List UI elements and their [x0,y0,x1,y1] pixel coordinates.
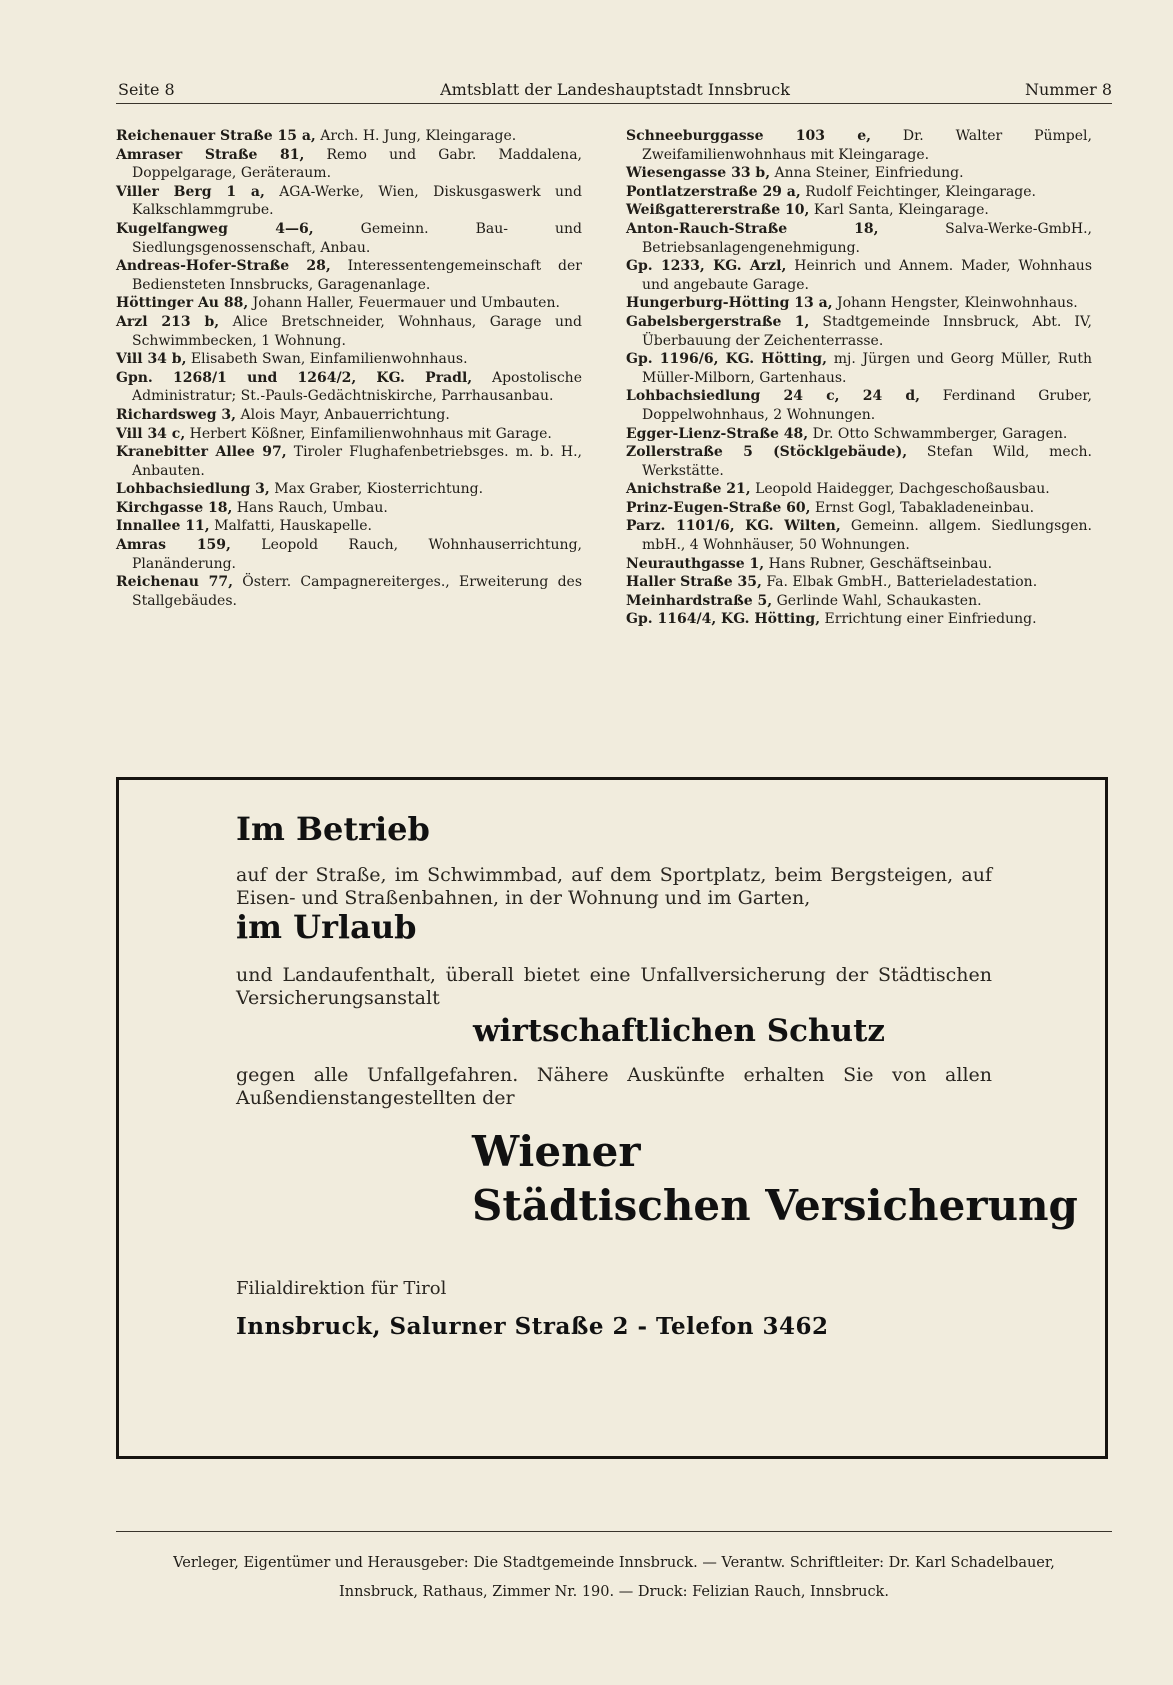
entry-location: Reichenauer Straße 15 a, [116,128,316,144]
ad-subheading-schutz: wirtschaftlichen Schutz [473,1013,886,1049]
permit-entry [116,183,582,220]
permit-entry [626,480,1092,499]
entry-location: Vill 34 b, [116,351,187,368]
imprint-line-1: Verleger, Eigentümer und Herausgeber: Die Stadtgemeinde Innsbruck. — Verantw. Schriftleiter: Dr. Karl Schadelbauer, [173,1555,1055,1571]
permit-entry [116,480,582,499]
entry-location: Gp. 1196/6, KG. Hötting, [626,351,827,368]
ad-paragraph-2: und Landaufenthalt, überall bietet eine Unfallversicherung der Städtischen Versicherungsanstalt [236,964,992,1009]
entry-details: Interessentengemeinschaft der Bediensteten Innsbrucks, Garagenanlage. [132,258,582,293]
permit-entry [116,536,582,573]
right-column [626,127,1092,629]
permit-entry [626,350,1092,387]
permit-entry [116,425,582,444]
entry-location: Kranebitter Allee 97, [116,444,287,461]
entry-details: Malfatti, Hauskapelle. [209,518,372,535]
entry-location: Höttinger Au 88, [116,295,249,312]
entry-location: Arzl 213 b, [116,313,220,330]
entry-details: Dr. Walter Pümpel, Zweifamilienwohnhaus mit Kleingarage. [642,128,1092,163]
permit-entry [626,164,1092,183]
entry-details: Anna Steiner, Einfriedung. [770,165,964,182]
permit-entry [116,573,582,610]
permit-entry [626,183,1092,202]
entry-location: Anichstraße 21, [626,481,751,498]
entry-details: Leopold Haidegger, Dachgeschoßausbau. [750,481,1050,498]
entry-location: Schneeburggasse 103 e, [626,128,872,144]
permit-entry [116,146,582,183]
entry-details: Ferdinand Gruber, Doppelwohnhaus, 2 Wohnungen. [642,388,1092,423]
entry-location: Richardsweg 3, [116,406,237,423]
entry-details: Stadtgemeinde Innsbruck, Abt. IV, Überbauung der Zeichenterrasse. [642,313,1092,349]
permit-entry [116,127,582,146]
ad-branch-office: Filialdirektion für Tirol [236,1278,447,1299]
permit-entry [626,201,1092,220]
entry-details: Dr. Otto Schwammberger, Garagen. [808,425,1068,442]
entry-location: Andreas-Hofer-Straße 28, [116,258,331,275]
entry-details: Errichtung einer Einfriedung. [820,611,1037,628]
entry-location: Weißgattererstraße 10, [626,202,810,219]
permit-entry [626,220,1092,257]
header-divider [116,103,1112,104]
imprint-footer [116,1549,1112,1607]
entry-details: Leopold Rauch, Wohnhauserrichtung, Planänderung. [132,537,582,572]
permit-entry [626,610,1092,629]
ad-heading-urlaub: im Urlaub [236,908,417,946]
permit-entry [626,592,1092,611]
permit-entry [116,443,582,480]
entry-location: Gabelsbergerstraße 1, [626,313,810,330]
entry-details: Hans Rauch, Umbau. [232,499,388,516]
entry-location: Vill 34 c, [116,425,186,442]
permit-entry [116,517,582,536]
entry-details: Fa. Elbak GmbH., Batterieladestation. [761,574,1038,591]
entry-details: Gerlinde Wahl, Schaukasten. [772,592,982,609]
permit-entry [116,369,582,406]
permit-entry [626,294,1092,313]
entry-details: Ernst Gogl, Tabakladeneinbau. [810,499,1035,516]
permit-entry [626,517,1092,554]
ad-address: Innsbruck, Salurner Straße 2 - Telefon 3462 [236,1313,829,1340]
insurance-advertisement [116,777,1108,1459]
ad-paragraph-3: gegen alle Unfallgefahren. Nähere Auskünfte erhalten Sie von allen Außendienstangestellten der [236,1064,992,1109]
entry-location: Kugelfangweg 4—6, [116,220,314,237]
entry-details: Österr. Campagnereiterges., Erweiterung des Stallgebäudes. [132,574,583,609]
entry-details: Gemeinn. allgem. Siedlungsgen. mbH., 4 Wohnhäuser, 50 Wohnungen. [642,518,1092,554]
left-column [116,127,582,610]
entry-details: Hans Rubner, Geschäftseinbau. [764,555,993,572]
permit-entry [626,425,1092,444]
permit-entry [116,294,582,313]
permit-entry [116,220,582,257]
entry-location: Lohbachsiedlung 24 c, 24 d, [626,388,921,405]
entry-location: Gp. 1233, KG. Arzl, [626,258,787,275]
entry-details: Heinrich und Annem. Mader, Wohnhaus und angebaute Garage. [642,258,1092,293]
entry-location: Neurauthgasse 1, [626,555,765,572]
entry-location: Hungerburg-Hötting 13 a, [626,295,833,312]
entry-details: Stefan Wild, mech. Werkstätte. [642,444,1092,479]
entry-details: Salva-Werke-GmbH., Betriebsanlagengenehmigung. [642,220,1093,256]
imprint-line-2: Innsbruck, Rathaus, Zimmer Nr. 190. — Druck: Felizian Rauch, Innsbruck. [339,1584,889,1600]
permit-entry [626,313,1092,350]
entry-location: Viller Berg 1 a, [116,183,265,200]
entry-details: Rudolf Feichtinger, Kleingarage. [800,183,1037,200]
entry-location: Gp. 1164/4, KG. Hötting, [626,611,821,628]
issue-number: Nummer 8 [1024,80,1112,99]
ad-brand-line-2: Städtischen Versicherung [472,1181,1078,1230]
footer-divider [116,1531,1112,1532]
entry-location: Kirchgasse 18, [116,499,233,516]
entry-details: Alice Bretschneider, Wohnhaus, Garage und Schwimmbecken, 1 Wohnung. [132,313,582,349]
entry-details: Herbert Kößner, Einfamilienwohnhaus mit Garage. [185,425,552,442]
page-number: Seite 8 [118,80,175,99]
ad-heading-betrieb: Im Betrieb [236,810,430,848]
ad-paragraph-1: auf der Straße, im Schwimmbad, auf dem Sportplatz, beim Bergsteigen, auf Eisen- und Straßenbahnen, in der Wohnung und im Garten, [236,864,992,909]
entry-details: Johann Haller, Feuermauer und Umbauten. [248,295,560,312]
permit-entry [626,387,1092,424]
entry-location: Anton-Rauch-Straße 18, [626,220,879,237]
permit-entry [116,257,582,294]
entry-details: Elisabeth Swan, Einfamilienwohnhaus. [186,351,468,368]
entry-details: Tiroler Flughafenbetriebsges. m. b. H., Anbauten. [132,444,582,479]
entry-location: Amraser Straße 81, [116,146,305,163]
entry-location: Innallee 11, [116,518,210,535]
entry-details: Johann Hengster, Kleinwohnhaus. [832,295,1078,312]
entry-location: Reichenau 77, [116,574,233,591]
entry-details: Apostolische Administratur; St.-Pauls-Gedächtniskirche, Parrhausanbau. [132,369,582,405]
permit-entry [116,406,582,425]
entry-location: Egger-Lienz-Straße 48, [626,425,809,442]
entry-details: Gemeinn. Bau- und Siedlungsgenossenschaft, Anbau. [132,220,582,256]
entry-location: Gpn. 1268/1 und 1264/2, KG. Pradl, [116,369,473,386]
permit-entry [626,443,1092,480]
permit-entry [116,499,582,518]
permit-entry [626,127,1092,164]
permit-entry [116,313,582,350]
entry-details: Arch. H. Jung, Kleingarage. [315,128,517,144]
entry-location: Meinhardstraße 5, [626,592,773,609]
entry-details: Alois Mayr, Anbauerrichtung. [236,406,450,423]
permit-entry [626,499,1092,518]
page-header [118,80,1112,102]
permit-entry [626,257,1092,294]
permit-entry [626,573,1092,592]
entry-location: Wiesengasse 33 b, [626,165,771,182]
entry-location: Haller Straße 35, [626,574,762,591]
entry-location: Pontlatzerstraße 29 a, [626,183,801,200]
entry-location: Parz. 1101/6, KG. Wilten, [626,518,841,535]
entry-details: AGA-Werke, Wien, Diskusgaswerk und Kalkschlammgrube. [132,183,582,219]
entry-details: Remo und Gabr. Maddalena, Doppelgarage, Geräteraum. [132,146,582,182]
publication-title: Amtsblatt der Landeshauptstadt Innsbruck [440,80,790,99]
permit-entry [116,350,582,369]
entry-details: mj. Jürgen und Georg Müller, Ruth Müller-Milborn, Gartenhaus. [642,351,1093,386]
entry-details: Karl Santa, Kleingarage. [809,202,989,219]
ad-brand-line-1: Wiener [472,1127,641,1176]
entry-location: Lohbachsiedlung 3, [116,481,270,498]
entry-details: Max Graber, Kiosterrichtung. [269,481,484,498]
entry-location: Amras 159, [116,537,231,554]
entry-location: Prinz-Eugen-Straße 60, [626,499,811,516]
permit-entry [626,555,1092,574]
entry-location: Zollerstraße 5 (Stöcklgebäude), [626,444,908,461]
